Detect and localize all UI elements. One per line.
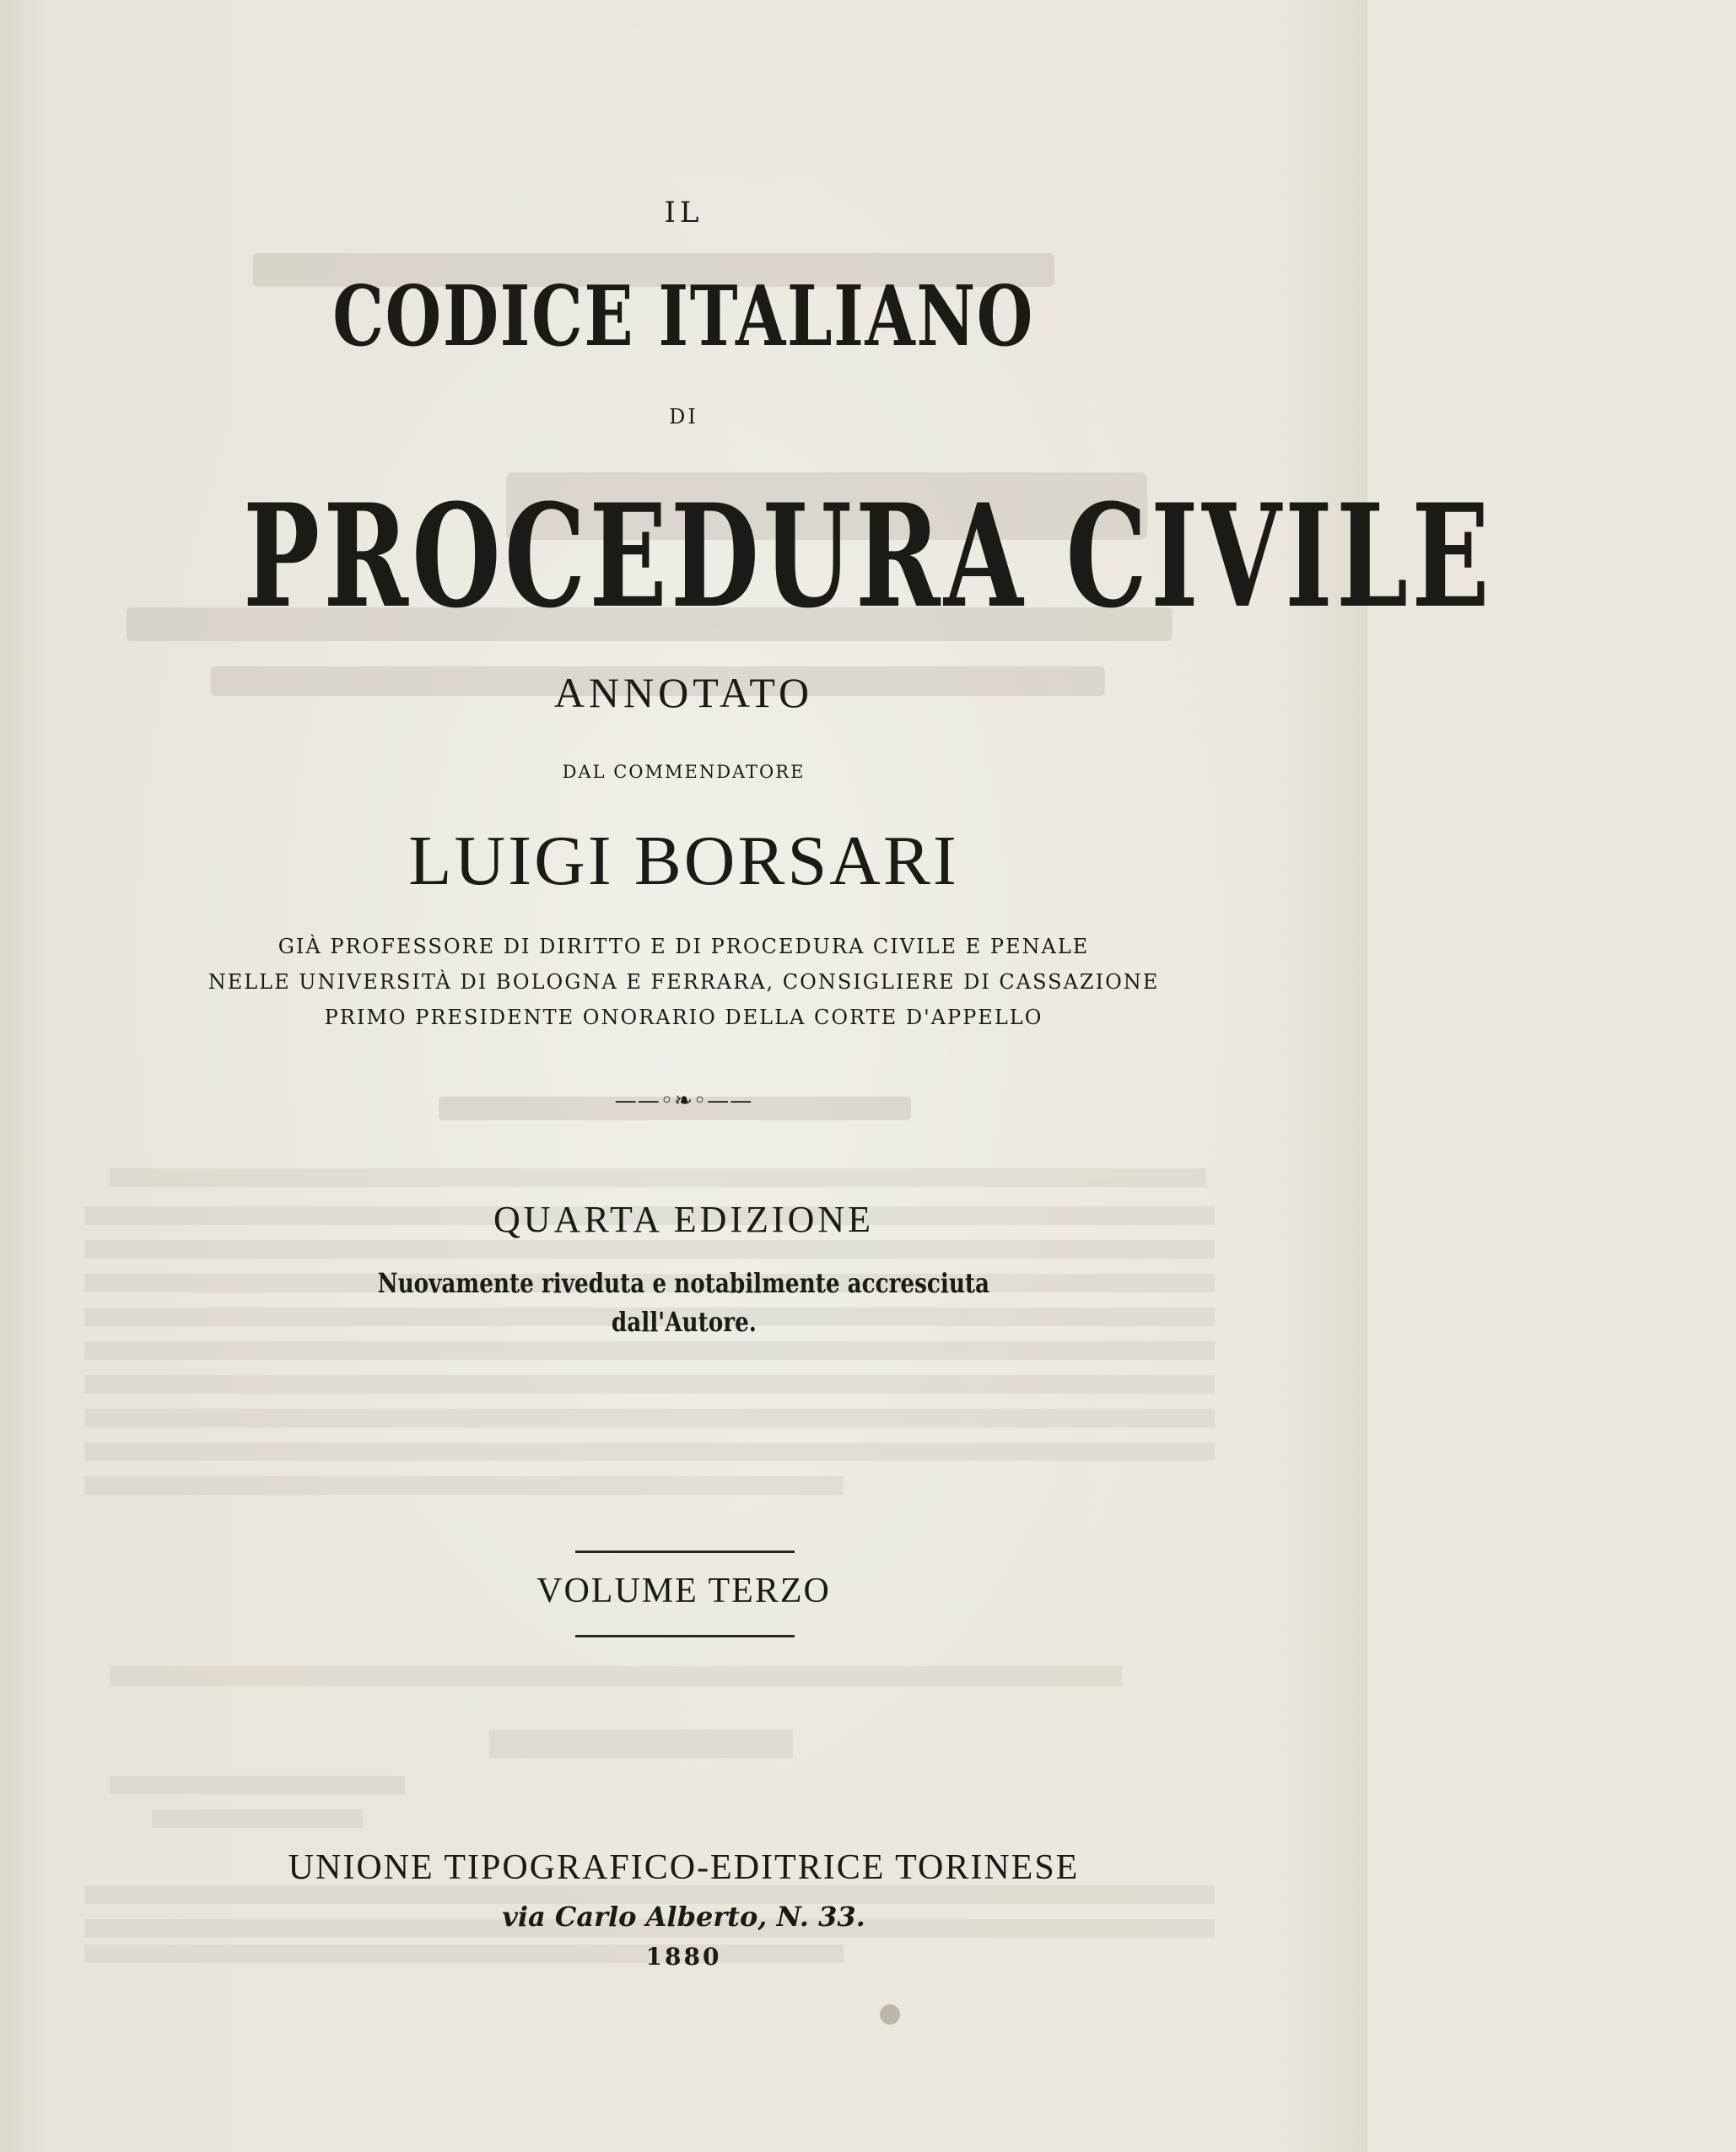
author-credentials-line-2: NELLE UNIVERSITÀ DI BOLOGNA E FERRARA, CONSIGLIERE DI CASSAZIONE	[208, 970, 1160, 994]
author-name: LUIGI BORSARI	[408, 822, 959, 900]
ornament-divider: ——◦❧◦——	[614, 1088, 753, 1114]
author-prefix: DAL COMMENDATORE	[562, 762, 806, 782]
title-line-1: CODICE ITALIANO	[332, 268, 1035, 365]
title-article: IL	[664, 196, 704, 229]
edition-line: QUARTA EDIZIONE	[493, 1199, 874, 1240]
publisher-address: via Carlo Alberto, N. 33.	[502, 1901, 865, 1933]
annotated-line: ANNOTATO	[553, 669, 814, 716]
author-credentials-line-3: PRIMO PRESIDENTE ONORARIO DELLA CORTE D'APPELLO	[324, 1006, 1043, 1029]
title-preposition: DI	[669, 405, 698, 429]
publisher-name: UNIONE TIPOGRAFICO-EDITRICE TORINESE	[288, 1848, 1080, 1887]
author-credentials-line-1: GIÀ PROFESSORE DI DIRITTO E DI PROCEDURA CIVILE E PENALE	[278, 935, 1090, 958]
volume-line: VOLUME TERZO	[536, 1572, 831, 1610]
edition-note-line-2: dall'Autore.	[611, 1306, 757, 1338]
publication-year: 1880	[645, 1943, 722, 1971]
volume-rule-top	[575, 1551, 795, 1553]
volume-rule-bottom	[575, 1635, 795, 1637]
edition-note-line-1: Nuovamente riveduta e notabilmente accresciuta	[377, 1267, 990, 1299]
title-main: PROCEDURA CIVILE	[243, 472, 1493, 639]
